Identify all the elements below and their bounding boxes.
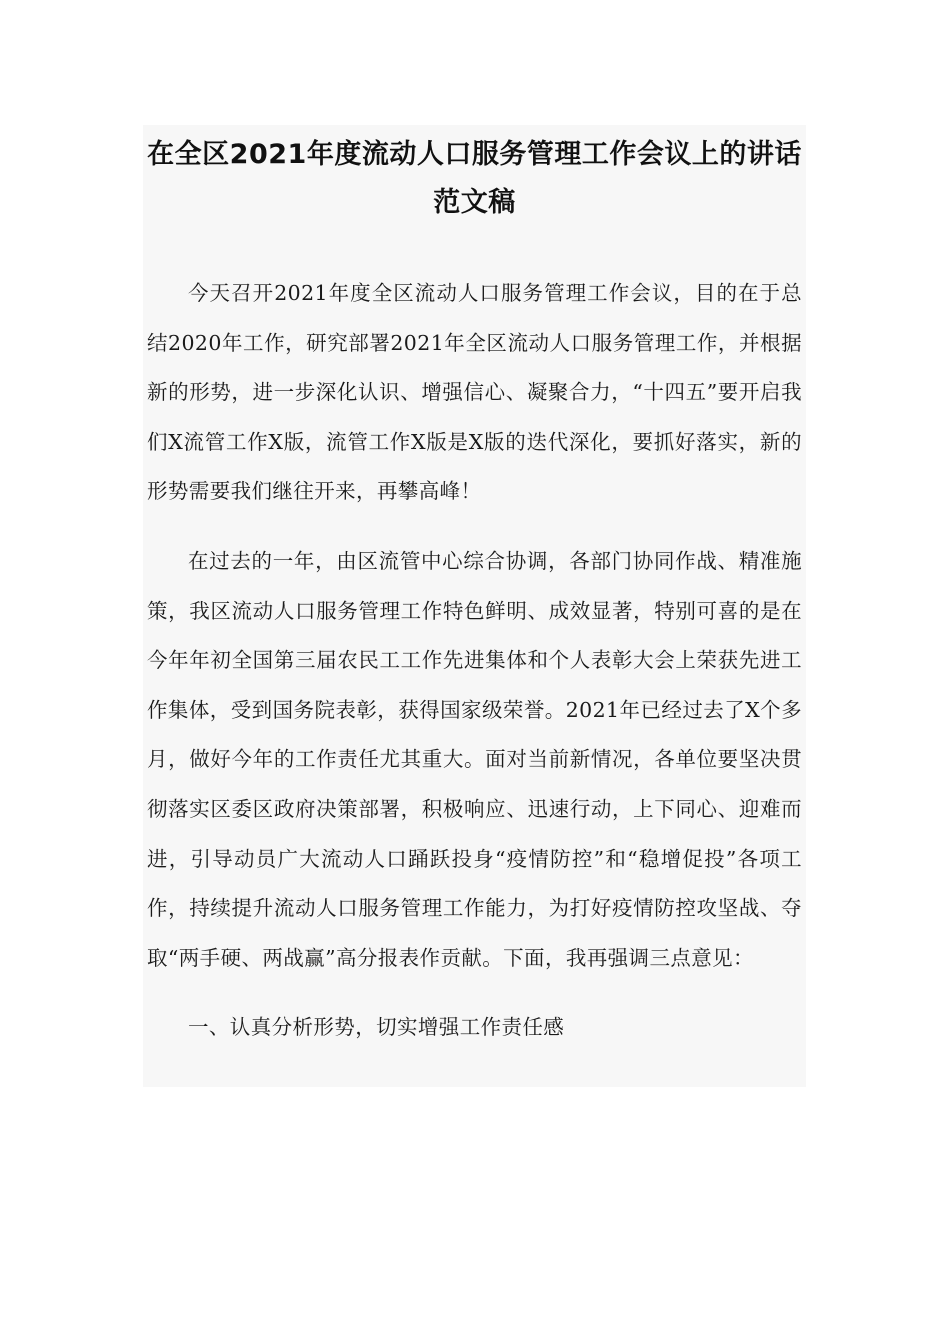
spacer <box>147 517 802 537</box>
paragraph-review: 在过去的一年，由区流管中心综合协调，各部门协同作战、精准施策，我区流动人口服务管理工作特色鲜明、成效显著，特别可喜的是在今年年初全国第三届农民工工作先进集体和个人表彰大会上荣获先进工作集体，受到国务院表彰，获得国家级荣誉。2021年已经过去了X个多月，做好今年的工作责任尤其重大。面对当前新情况，各单位要坚决贯彻落实区委区政府决策部署，积极响应、迅速行动，上下同心、迎难而进，引导动员广大流动人口踊跃投身“疫情防控”和“稳增促投”各项工作，持续提升流动人口服务管理工作能力，为打好疫情防控攻坚战、夺取“两手硬、两战赢”高分报表作贡献。下面，我再强调三点意见： <box>147 548 802 970</box>
document-title: 在全区2021年度流动人口服务管理工作会议上的讲话范文稿 <box>147 139 802 218</box>
paragraph-intro: 今天召开2021年度全区流动人口服务管理工作会议，目的在于总结2020年工作，研究部署2021年全区流动人口服务管理工作，并根据新的形势，进一步深化认识、增强信心、凝聚合力，“十四五”要开启我们X流管工作X版，流管工作X版是X版的迭代深化，要抓好落实，新的形势需要我们继往开来，再攀高峰！ <box>147 281 802 504</box>
spacer <box>147 227 802 269</box>
spacer <box>147 983 802 1003</box>
document-page <box>143 125 806 1087</box>
section-heading-1: 一、认真分析形势，切实增强工作责任感 <box>188 1015 565 1040</box>
